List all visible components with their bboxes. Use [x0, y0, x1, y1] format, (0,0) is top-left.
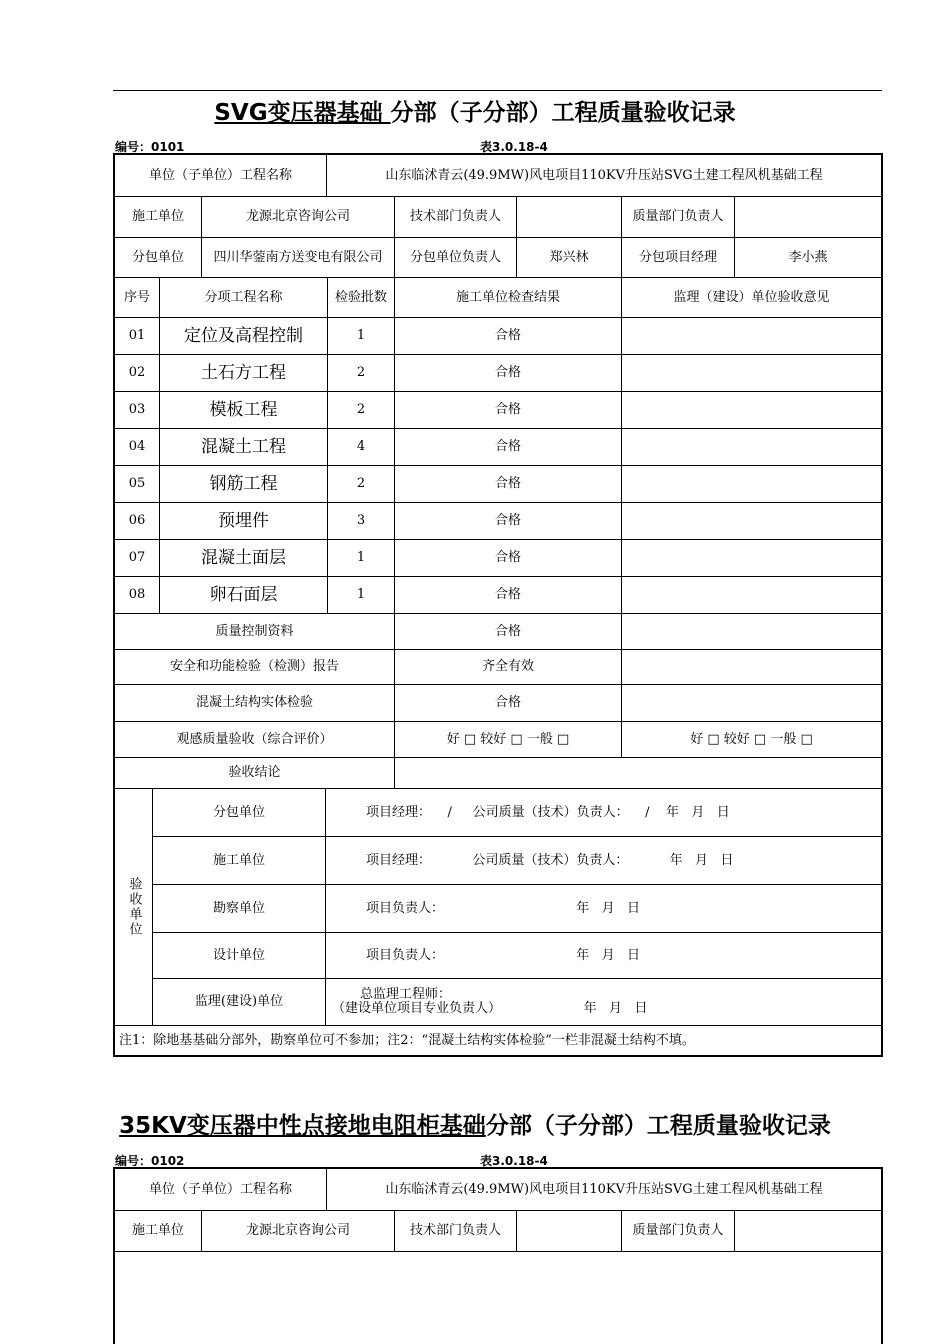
item-count: 4: [328, 429, 395, 466]
header-name: 分项工程名称: [160, 278, 328, 318]
quality-lead-value: [735, 1211, 881, 1252]
record1-title-rest: 分部（子分部）工程质量验收记录: [390, 100, 736, 126]
concrete-value: 合格: [395, 685, 622, 722]
item-opinion: [622, 429, 881, 466]
item-no: 03: [115, 392, 160, 429]
record2-table: [113, 1167, 883, 1344]
item-opinion: [622, 466, 881, 503]
appearance-label: 观感质量验收（综合评价）: [115, 722, 395, 758]
sub-label: 分包单位: [115, 238, 202, 278]
item-no: 08: [115, 577, 160, 614]
contractor-value: 龙源北京咨询公司: [202, 197, 395, 238]
supervisor-line1: 总监理工程师：: [360, 987, 452, 1002]
footnote: 注1：除地基基础分部外，勘察单位可不参加；注2：“混凝土结构实体检验”一栏非混凝土结构不填。: [119, 1032, 695, 1048]
safety-value: 齐全有效: [395, 650, 622, 685]
sub-lead-value: 郑兴林: [517, 238, 622, 278]
item-name: 土石方工程: [160, 355, 328, 392]
appearance-checkboxes[interactable]: 好 □ 较好 □ 一般 □: [395, 722, 622, 758]
item-count: 1: [328, 318, 395, 355]
item-result: 合格: [395, 466, 622, 503]
contractor-label: 施工单位: [115, 197, 202, 238]
record1-title: [0, 94, 950, 127]
appearance-supervisor-checkboxes[interactable]: 好 □ 较好 □ 一般 □: [622, 722, 881, 758]
item-name: 混凝土工程: [160, 429, 328, 466]
item-opinion: [622, 577, 881, 614]
item-no: 06: [115, 503, 160, 540]
sign-text: 项目经理： 公司质量（技术）负责人： 年 月 日: [326, 837, 881, 885]
sub-value: 四川华蓥南方送变电有限公司: [202, 238, 395, 278]
header-result: 施工单位检查结果: [395, 278, 622, 318]
item-result: 合格: [395, 540, 622, 577]
supervisor-line2: （建设单位项目专业负责人） 年 月 日: [332, 1001, 648, 1016]
item-opinion: [622, 540, 881, 577]
conclusion-label: 验收结论: [115, 758, 395, 789]
conclusion-value: [395, 758, 881, 789]
concrete-opinion: [622, 685, 881, 722]
item-name: 卵石面层: [160, 577, 328, 614]
sign-unit: 勘察单位: [153, 885, 326, 933]
sub-pm-label: 分包项目经理: [622, 238, 735, 278]
qc-value: 合格: [395, 614, 622, 650]
top-rule: [113, 90, 882, 91]
item-opinion: [622, 503, 881, 540]
sub-lead-label: 分包单位负责人: [395, 238, 517, 278]
tech-lead-label: 技术部门负责人: [395, 197, 517, 238]
item-opinion: [622, 355, 881, 392]
sign-unit: 分包单位: [153, 789, 326, 837]
tech-lead-value: [517, 1211, 622, 1252]
record2-title: [0, 1107, 950, 1140]
sign-unit: 施工单位: [153, 837, 326, 885]
record2-code: 编号：0102: [115, 1154, 185, 1168]
accept-units-label: 验收单位: [115, 789, 153, 1026]
item-count: 1: [328, 540, 395, 577]
qc-opinion: [622, 614, 881, 650]
supervisor-unit: 监理(建设)单位: [153, 979, 326, 1026]
item-count: 2: [328, 392, 395, 429]
sub-pm-value: 李小燕: [735, 238, 881, 278]
supervisor-sign: [326, 979, 881, 1026]
project-value: 山东临沭青云(49.9MW)风电项目110KV升压站SVG土建工程风机基础工程: [327, 155, 881, 197]
item-result: 合格: [395, 318, 622, 355]
tech-lead-label: 技术部门负责人: [395, 1211, 517, 1252]
header-no: 序号: [115, 278, 160, 318]
sign-text: 项目经理： / 公司质量（技术）负责人： / 年 月 日: [326, 789, 881, 837]
item-name: 预埋件: [160, 503, 328, 540]
quality-lead-label: 质量部门负责人: [622, 197, 735, 238]
item-no: 01: [115, 318, 160, 355]
project-value: 山东临沭青云(49.9MW)风电项目110KV升压站SVG土建工程风机基础工程: [327, 1169, 881, 1211]
item-result: 合格: [395, 577, 622, 614]
item-name: 定位及高程控制: [160, 318, 328, 355]
item-opinion: [622, 392, 881, 429]
item-no: 05: [115, 466, 160, 503]
item-count: 3: [328, 503, 395, 540]
item-result: 合格: [395, 503, 622, 540]
concrete-label: 混凝土结构实体检验: [115, 685, 395, 722]
item-no: 04: [115, 429, 160, 466]
tech-lead-value: [517, 197, 622, 238]
record1-table: [113, 153, 883, 1057]
item-no: 07: [115, 540, 160, 577]
header-opinion: 监理（建设）单位验收意见: [622, 278, 881, 318]
item-name: 钢筋工程: [160, 466, 328, 503]
item-count: 2: [328, 466, 395, 503]
record2-title-rest: 分部（子分部）工程质量验收记录: [485, 1113, 831, 1139]
project-label: 单位（子单位）工程名称: [115, 1169, 327, 1211]
contractor-value: 龙源北京咨询公司: [202, 1211, 395, 1252]
sign-text: 项目负责人： 年 月 日: [326, 885, 881, 933]
item-no: 02: [115, 355, 160, 392]
record2-title-underlined: 35KV变压器中性点接地电阻柜基础: [119, 1113, 486, 1139]
record1-code: 编号：0101: [115, 140, 185, 154]
item-result: 合格: [395, 355, 622, 392]
header-count: 检验批数: [328, 278, 395, 318]
item-opinion: [622, 318, 881, 355]
sign-unit: 设计单位: [153, 933, 326, 979]
item-count: 1: [328, 577, 395, 614]
safety-label: 安全和功能检验（检测）报告: [115, 650, 395, 685]
safety-opinion: [622, 650, 881, 685]
record2-form-no: 表3.0.18-4: [480, 1154, 548, 1168]
quality-lead-value: [735, 197, 881, 238]
item-result: 合格: [395, 392, 622, 429]
item-count: 2: [328, 355, 395, 392]
item-name: 混凝土面层: [160, 540, 328, 577]
item-result: 合格: [395, 429, 622, 466]
quality-lead-label: 质量部门负责人: [622, 1211, 735, 1252]
record1-title-underlined: SVG变压器基础: [214, 100, 391, 126]
record1-form-no: 表3.0.18-4: [480, 140, 548, 154]
qc-label: 质量控制资料: [115, 614, 395, 650]
contractor-label: 施工单位: [115, 1211, 202, 1252]
sign-text: 项目负责人： 年 月 日: [326, 933, 881, 979]
project-label: 单位（子单位）工程名称: [115, 155, 327, 197]
item-name: 模板工程: [160, 392, 328, 429]
